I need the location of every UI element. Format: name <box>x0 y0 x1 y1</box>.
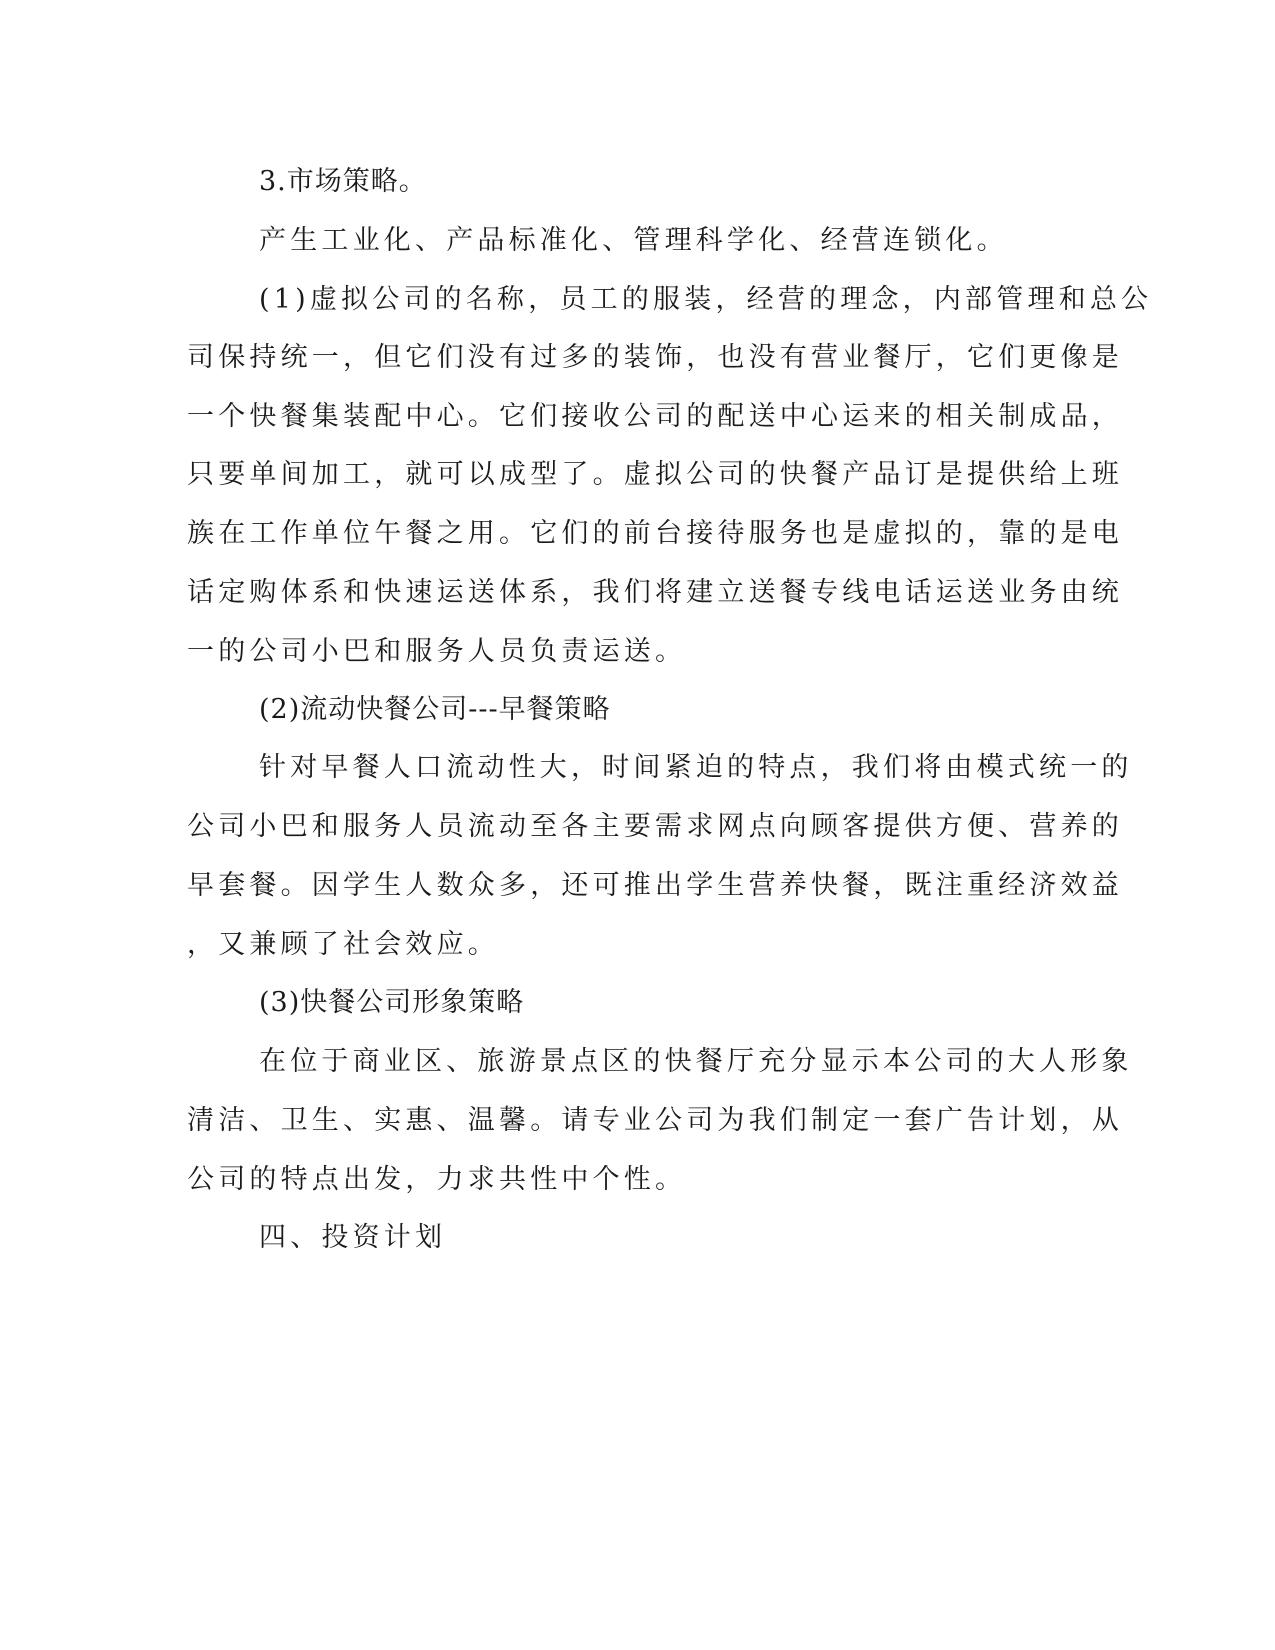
paragraph-line: 在位于商业区、旅游景点区的快餐厅充分显示本公司的大人形象 <box>259 1046 1133 1077</box>
subheading-image-strategy: (3)快餐公司形象策略 <box>259 987 525 1018</box>
section-heading-market-strategy: 3.市场策略。 <box>259 166 427 197</box>
paragraph-line: 清洁、卫生、实惠、温馨。请专业公司为我们制定一套广告计划，从 <box>187 1105 1123 1136</box>
paragraph-line: 只要单间加工，就可以成型了。虚拟公司的快餐产品订是提供给上班 <box>187 459 1123 490</box>
paragraph-line: 一的公司小巴和服务人员负责运送。 <box>187 636 687 667</box>
paragraph-line: (1)虚拟公司的名称，员工的服装，经营的理念，内部管理和总公 <box>259 284 1153 315</box>
paragraph-line: 产生工业化、产品标准化、管理科学化、经营连锁化。 <box>259 225 1008 256</box>
paragraph-line: 司保持统一，但它们没有过多的装饰，也没有营业餐厅，它们更像是 <box>187 342 1123 373</box>
paragraph-line: 早套餐。因学生人数众多，还可推出学生营养快餐，既注重经济效益 <box>187 870 1123 901</box>
section-heading-investment-plan: 四、投资计划 <box>259 1222 447 1253</box>
paragraph-line: 公司的特点出发，力求共性中个性。 <box>187 1164 687 1195</box>
paragraph-line: 公司小巴和服务人员流动至各主要需求网点向顾客提供方便、营养的 <box>187 811 1123 842</box>
paragraph-line: 族在工作单位午餐之用。它们的前台接待服务也是虚拟的，靠的是电 <box>187 518 1123 549</box>
paragraph-line: 话定购体系和快速运送体系，我们将建立送餐专线电话运送业务由统 <box>187 577 1123 608</box>
paragraph-line: 一个快餐集装配中心。它们接收公司的配送中心运来的相关制成品， <box>187 401 1123 432</box>
paragraph-line: ，又兼顾了社会效应。 <box>187 929 499 960</box>
subheading-mobile-breakfast: (2)流动快餐公司---早餐策略 <box>259 694 611 725</box>
paragraph-line: 针对早餐人口流动性大，时间紧迫的特点，我们将由模式统一的 <box>259 752 1133 783</box>
